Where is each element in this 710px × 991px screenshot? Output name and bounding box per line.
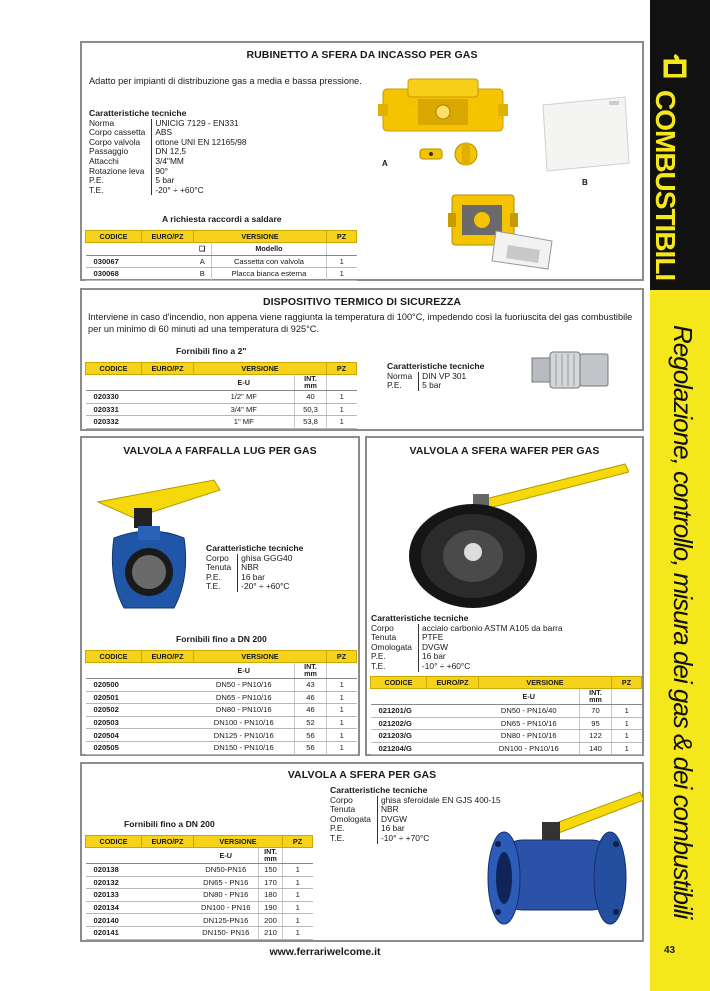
row-int: 56 (295, 729, 327, 742)
row-pz: 1 (327, 691, 357, 704)
table-row (371, 730, 642, 743)
row-pz: 1 (283, 876, 313, 889)
spec-value: -10° ÷ +70°C (377, 834, 500, 844)
row-pz: 1 (327, 729, 357, 742)
col-code: CODICE (86, 651, 142, 663)
col-price: EURO/PZ (142, 363, 194, 375)
product-table (370, 676, 642, 755)
row-code: 030067 (86, 255, 142, 268)
row-price (142, 255, 194, 268)
row-int: 170 (259, 876, 283, 889)
col-code: CODICE (86, 836, 142, 848)
spec-key: Tenuta (330, 804, 356, 815)
row-version: DN100 - PN10/16 (479, 742, 580, 755)
section-intro: Adatto per impianti di distribuzione gas a media e bassa pressione. (89, 76, 362, 86)
spec-key: Tenuta (371, 632, 397, 643)
row-price (142, 691, 194, 704)
spec-value: 5 bar (152, 176, 247, 186)
table-row (86, 926, 313, 939)
spec-key: Tenuta (206, 562, 232, 573)
row-version: DN65 - PN10/16 (194, 691, 295, 704)
sub-header-int: INT. mm (295, 663, 327, 679)
label-a: A (382, 159, 388, 168)
availability-note: Fornibili fino a DN 200 (176, 634, 267, 644)
spec-row (387, 381, 466, 391)
row-int: 53,8 (295, 416, 327, 429)
table-row (86, 864, 313, 877)
spec-key: P.E. (387, 380, 402, 391)
col-code: CODICE (86, 231, 142, 243)
col-price: EURO/PZ (142, 836, 194, 848)
col-pz: PZ (327, 363, 357, 375)
table-row (86, 416, 357, 429)
section-valvola-sfera (80, 762, 644, 942)
spec-key: Corpo (330, 794, 353, 805)
col-price: EURO/PZ (142, 231, 194, 243)
row-code: 020138 (86, 864, 142, 877)
row-pz: 1 (327, 741, 357, 754)
spec-value: 5 bar (419, 381, 467, 391)
table-row (86, 391, 357, 404)
spec-value: acciaio carbonio ASTM A105 da barra (418, 624, 562, 634)
section-title: VALVOLA A SFERA PER GAS (287, 769, 437, 781)
wafer-ball-valve-image (403, 460, 629, 608)
row-int: 210 (259, 926, 283, 939)
row-int: 200 (259, 914, 283, 927)
row-price (142, 864, 194, 877)
section-title: VALVOLA A SFERA WAFER PER GAS (409, 445, 600, 457)
table-row (86, 403, 357, 416)
section-rubinetto-incasso (80, 41, 644, 281)
row-pz: 1 (612, 742, 642, 755)
row-code: 020501 (86, 691, 142, 704)
flame-box-icon (661, 52, 689, 80)
spec-value: -10° ÷ +60°C (418, 662, 562, 672)
row-price (427, 717, 479, 730)
col-pz: PZ (327, 231, 357, 243)
row-pz: 1 (327, 268, 357, 281)
sub-header-eu: E-U (479, 689, 580, 705)
table-row (86, 268, 357, 281)
row-version: DN80 - PN10/16 (194, 704, 295, 717)
row-code: 020503 (86, 716, 142, 729)
availability-note: A richiesta raccordi a saldare (162, 214, 282, 224)
section-title: RUBINETTO A SFERA DA INCASSO PER GAS (246, 49, 478, 61)
row-code: 020141 (86, 926, 142, 939)
spec-row (330, 815, 501, 825)
white-plate-image (539, 95, 631, 175)
row-code: 021203/G (371, 730, 427, 743)
row-code: 020330 (86, 391, 142, 404)
spec-row (206, 582, 292, 592)
row-version: A (194, 255, 212, 268)
specs-block (89, 109, 247, 195)
row-code: 030068 (86, 268, 142, 281)
row-version: DN100 - PN10/16 (194, 716, 295, 729)
flanged-ball-valve-image (478, 778, 644, 938)
row-pz: 1 (327, 416, 357, 429)
row-code: 020133 (86, 889, 142, 902)
row-version: DN65 - PN10/16 (479, 717, 580, 730)
footer-url[interactable]: www.ferrariwelcome.it (269, 946, 381, 958)
row-pz: 1 (327, 391, 357, 404)
product-table (85, 230, 357, 281)
availability-note: Fornibili fino a DN 200 (124, 819, 215, 829)
row-code: 020140 (86, 914, 142, 927)
row-version: DN150 - PN10/16 (194, 741, 295, 754)
recessed-box-image (378, 69, 508, 149)
row-price (142, 416, 194, 429)
spec-value: 3/4"MM (152, 157, 247, 167)
row-version: 3/4" MF (194, 403, 295, 416)
row-int: 52 (295, 716, 327, 729)
product-table (85, 362, 357, 429)
col-code: CODICE (371, 677, 427, 689)
spec-row (330, 796, 501, 806)
row-int: 95 (580, 717, 612, 730)
col-price: EURO/PZ (427, 677, 479, 689)
row-int: 46 (295, 691, 327, 704)
table-row (86, 741, 357, 754)
row-pz: 1 (327, 403, 357, 416)
row-code: 020332 (86, 416, 142, 429)
spec-value: DVGW (418, 643, 562, 653)
spec-value: -20° ÷ +60°C (152, 186, 247, 196)
row-pz: 1 (283, 901, 313, 914)
spec-key: Norma (387, 370, 413, 381)
row-pz: 1 (283, 914, 313, 927)
col-pz: PZ (283, 836, 313, 848)
row-pz: 1 (612, 705, 642, 718)
spec-value: ghisa sferoidale EN GJS 400-15 (377, 796, 500, 806)
spec-key: T.E. (206, 581, 221, 592)
sub-header-eu: E-U (194, 663, 295, 679)
table-row (86, 255, 357, 268)
spec-value: PTFE (418, 633, 562, 643)
row-version: DN80 - PN10/16 (479, 730, 580, 743)
row-version: DN65 - PN16 (194, 876, 259, 889)
table-row (86, 679, 357, 692)
spec-value: -20° ÷ +60°C (238, 582, 293, 592)
spec-value: 90° (152, 167, 247, 177)
spec-row (371, 624, 563, 634)
row-pz: 1 (283, 864, 313, 877)
sub-header-int: INT. mm (259, 848, 283, 864)
row-code: 020331 (86, 403, 142, 416)
spec-key: Omologata (330, 813, 371, 824)
row-version: B (194, 268, 212, 281)
section-title: VALVOLA A FARFALLA LUG PER GAS (123, 445, 317, 457)
specs-title: Caratteristiche tecniche (330, 785, 428, 795)
table-row (371, 717, 642, 730)
row-price (142, 679, 194, 692)
specs-title: Caratteristiche tecniche (387, 361, 485, 371)
table-row (86, 914, 313, 927)
availability-note: Fornibili fino a 2" (176, 346, 247, 356)
row-version: 1" MF (194, 416, 295, 429)
row-version: 1/2" MF (194, 391, 295, 404)
table-row (86, 729, 357, 742)
thermal-device-image (530, 344, 612, 396)
page-number: 43 (664, 945, 676, 956)
spec-value: 16 bar (377, 824, 500, 834)
row-version: DN50 - PN16/40 (479, 705, 580, 718)
table-row (86, 704, 357, 717)
row-price (142, 729, 194, 742)
row-price (142, 901, 194, 914)
spec-key: P.E. (330, 823, 345, 834)
row-model: Placca bianca esterna (212, 268, 327, 281)
spec-key: P.E. (206, 571, 221, 582)
spec-key: T.E. (371, 660, 386, 671)
spec-key: Omologata (371, 641, 412, 652)
spec-key: T.E. (89, 184, 104, 195)
table-row (371, 742, 642, 755)
product-table (85, 835, 313, 940)
spec-value: UNICIG 7129 - EN331 (152, 119, 247, 129)
row-pz: 1 (612, 717, 642, 730)
row-code: 020500 (86, 679, 142, 692)
spec-row (371, 662, 563, 672)
row-model: Cassetta con valvola (212, 255, 327, 268)
section-valvola-wafer (365, 436, 644, 756)
specs-block (387, 362, 484, 391)
spec-key: Norma (89, 117, 115, 128)
sidebar-category-title: COMBUSTIBILI (650, 90, 681, 281)
section-dispositivo-termico (80, 288, 644, 431)
table-row (86, 716, 357, 729)
row-version: DN150- PN16 (194, 926, 259, 939)
row-code: 020132 (86, 876, 142, 889)
row-price (427, 742, 479, 755)
spec-value: ottone UNI EN 12165/98 (152, 138, 247, 148)
spec-key: Rotazione leva (89, 165, 145, 176)
row-pz: 1 (327, 679, 357, 692)
col-price: EURO/PZ (142, 651, 194, 663)
table-row (371, 705, 642, 718)
table-row (86, 691, 357, 704)
row-code: 020502 (86, 704, 142, 717)
spec-key: P.E. (371, 651, 386, 662)
specs-title: Caratteristiche tecniche (89, 108, 187, 118)
col-version: VERSIONE (194, 651, 327, 663)
row-code: 021204/G (371, 742, 427, 755)
installed-box-image (448, 189, 558, 271)
row-int: 50,3 (295, 403, 327, 416)
row-price (142, 741, 194, 754)
spec-row (371, 643, 563, 653)
spec-value: DN 12,5 (152, 147, 247, 157)
row-price (142, 889, 194, 902)
row-version: DN100 - PN16 (194, 901, 259, 914)
specs-block (330, 786, 501, 844)
section-intro: Interviene in caso d'incendio, non appena viene raggiunta la temperatura di 100°C, impedendo così la fuoriuscita del gas combustibile per un minimo di 60 minuti ad una temperatura di 925°C. (88, 312, 633, 334)
row-int: 40 (295, 391, 327, 404)
sub-header-eu: E-U (194, 375, 295, 391)
row-code: 021202/G (371, 717, 427, 730)
specs-block (206, 544, 303, 592)
spec-value: 16 bar (418, 652, 562, 662)
row-pz: 1 (327, 704, 357, 717)
spec-value: DVGW (377, 815, 500, 825)
col-pz: PZ (612, 677, 642, 689)
row-price (142, 876, 194, 889)
row-price (142, 268, 194, 281)
table-row (86, 901, 313, 914)
row-int: 43 (295, 679, 327, 692)
row-pz: 1 (327, 255, 357, 268)
row-code: 020504 (86, 729, 142, 742)
spec-value: NBR (377, 805, 500, 815)
row-int: 180 (259, 889, 283, 902)
table-row (86, 876, 313, 889)
row-price (142, 926, 194, 939)
col-version: VERSIONE (194, 836, 283, 848)
row-int: 70 (580, 705, 612, 718)
row-code: 020134 (86, 901, 142, 914)
spec-row (330, 834, 501, 844)
spec-value: ABS (152, 128, 247, 138)
sub-header-model: Modello (212, 243, 327, 256)
row-price (427, 705, 479, 718)
specs-title: Caratteristiche tecniche (371, 613, 469, 623)
row-int: 46 (295, 704, 327, 717)
col-version: VERSIONE (194, 363, 327, 375)
spec-value: ghisa GGG40 (238, 554, 293, 564)
label-b: B (582, 178, 588, 187)
spec-value: 16 bar (238, 573, 293, 583)
section-valvola-farfalla (80, 436, 360, 756)
row-price (142, 391, 194, 404)
row-int: 122 (580, 730, 612, 743)
row-int: 150 (259, 864, 283, 877)
row-int: 56 (295, 741, 327, 754)
specs-block (371, 614, 563, 672)
spec-key: Attacchi (89, 155, 119, 166)
col-version: VERSIONE (479, 677, 612, 689)
col-version: VERSIONE (194, 231, 327, 243)
row-price (142, 704, 194, 717)
sidebar-subtitle: Regolazione, controllo, misura dei gas & dei combustibili (668, 325, 698, 919)
spec-key: P.E. (89, 175, 104, 186)
row-code: 020505 (86, 741, 142, 754)
row-version: DN50 - PN10/16 (194, 679, 295, 692)
row-price (427, 730, 479, 743)
row-version: DN125 - PN10/16 (194, 729, 295, 742)
spec-key: T.E. (330, 832, 345, 843)
butterfly-valve-image (94, 468, 224, 618)
key-lever-image (418, 139, 498, 169)
table-row (86, 889, 313, 902)
checkbox-icon: ❑ (194, 243, 212, 256)
row-int: 190 (259, 901, 283, 914)
spec-value: DIN VP 301 (419, 372, 467, 382)
row-price (142, 716, 194, 729)
row-pz: 1 (612, 730, 642, 743)
row-pz: 1 (283, 926, 313, 939)
specs-title: Caratteristiche tecniche (206, 543, 304, 553)
row-code: 021201/G (371, 705, 427, 718)
row-pz: 1 (327, 716, 357, 729)
col-pz: PZ (327, 651, 357, 663)
col-code: CODICE (86, 363, 142, 375)
spec-key: Corpo valvola (89, 136, 141, 147)
spec-key: Passaggio (89, 146, 129, 157)
spec-row (89, 186, 247, 196)
spec-key: Corpo (371, 622, 394, 633)
sub-header-eu: E-U (194, 848, 259, 864)
sub-header-int: INT. mm (295, 375, 327, 391)
product-table (85, 650, 357, 755)
sub-header-int: INT. mm (580, 689, 612, 705)
row-price (142, 403, 194, 416)
row-int: 140 (580, 742, 612, 755)
row-version: DN125-PN16 (194, 914, 259, 927)
spec-key: Corpo cassetta (89, 127, 146, 138)
row-pz: 1 (283, 889, 313, 902)
spec-key: Corpo (206, 552, 229, 563)
row-version: DN80 - PN16 (194, 889, 259, 902)
section-title: DISPOSITIVO TERMICO DI SICUREZZA (262, 296, 462, 308)
row-version: DN50-PN16 (194, 864, 259, 877)
row-price (142, 914, 194, 927)
spec-value: NBR (238, 563, 293, 573)
